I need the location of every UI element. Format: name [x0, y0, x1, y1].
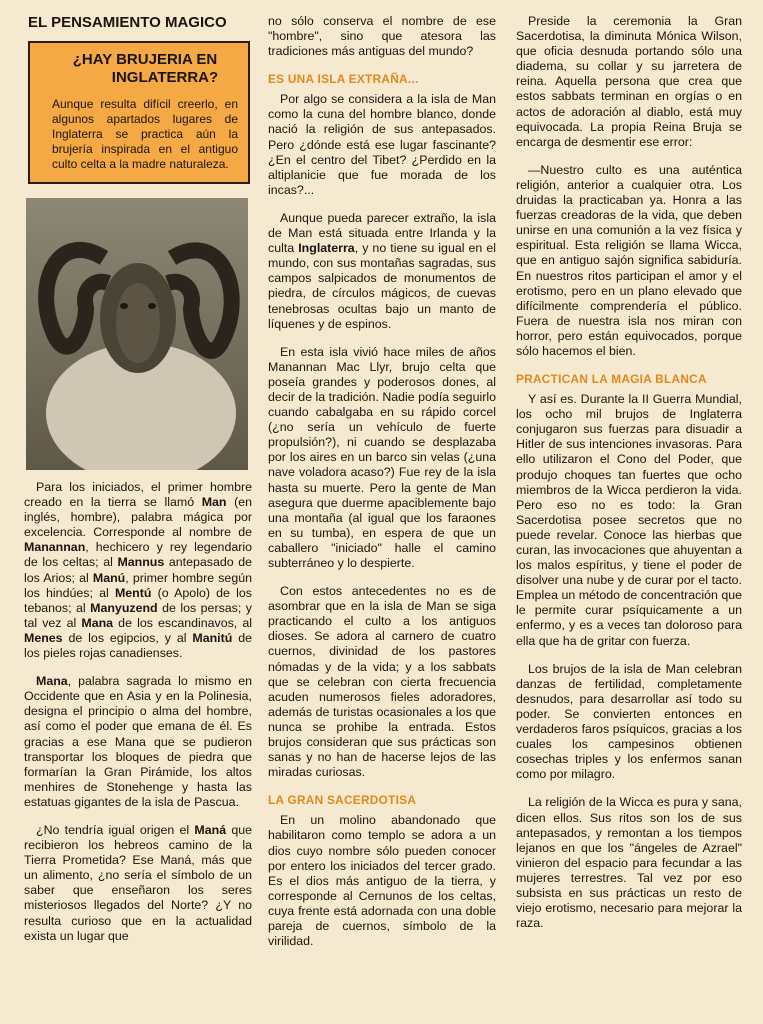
- intro-box-text: Aunque resulta difícil creerlo, en algunos apartados lugares de Inglaterra se practica aún la brujería inspirada en el antiguo culto celta a la madre naturaleza.: [52, 97, 238, 171]
- ram-photo: [26, 198, 248, 470]
- col3-paragraph-3: Y así es. Durante la II Guerra Mundial, los ocho mil brujos de Inglaterra conjugaron sus fuerzas para disuadir a Hitler de sus intenciones invasoras. Para ello utilizaron el Cono del Poder, que produjo choques tan fuertes que ocho miembros de la Wicca perdieron la vida. Pero eso no es todo: la Gran Sacerdotisa posee secretos que no puede revelar. Conoce las hierbas que curan, las invocaciones que ahuyentan a los malos espíritus, y tiene el poder de disolver una nube y de curar por el tacto. Emplea un método de concentración que le permite curar psíquicamente a un enfermo, y es a veces tan doloroso para ella que ha de gritar con fuerza.: [516, 392, 742, 648]
- column-1: [24, 14, 252, 957]
- col1-paragraph-1: Para los iniciados, el primer hombre creado en la tierra se llamó Man (en inglés, hombre), palabra mágica por excelencia. Corresponde al nombre de Manannan, hechicero y rey legendario de los celtas; al Mannus antepasado de los Arios; al Manú, primer hombre según los hindúes; al Mentú (o Apolo) de los tebanos; al Manyuzend de los persas; y tal vez al Mana de los escandinavos, al Menes de los egipcios, y al Manitú de los pieles rojas canadienses.: [24, 480, 253, 661]
- col2-paragraph-3: En esta isla vivió hace miles de años Manannan Mac Llyr, brujo celta que poseía grandes y poderosos dones, al decir de la tradición. Nadie podía seguirlo cuando cabalgaba en su rápido corcel (¿no sería un vehículo de fuerte propulsión?), ni cuando se desplazaba por los aires en un barco sin velas (¿una nave voladora acaso?) Fue rey de la isla hasta su muerte. Pero la gente de Man asegura que duerme apaciblemente bajo una montaña (al igual que los faraones en su tumba), en espera de que un caballero "iniciado" halle el camino subterráneo y lo despierte.: [268, 344, 496, 570]
- section-heading-magia-blanca: PRACTICAN LA MAGIA BLANCA: [516, 372, 707, 387]
- col3-paragraph-4: Los brujos de la isla de Man celebran danzas de fertilidad, completamente desnudos, para desarrollar así todo su poder. Se convierten entonces en verdaderos faros psíquicos, gracias a los cuales los campesinos obtienen cosechas triples y los enfermos sanan como por milagro.: [516, 661, 742, 782]
- col3-paragraph-1: Preside la ceremonia la Gran Sacerdotisa, la diminuta Mónica Wilson, que oficia desnuda portando sólo una diadema, su collar y su jarretera de reina. Aquella persona que crea que estos sabbats terminan en orgías o en actos de adoración al diablo, está muy equivocada. La propia Reina Bruja se encarga de desmentir ese error:: [516, 14, 742, 149]
- column-3: [516, 14, 742, 944]
- intro-box: [28, 41, 250, 184]
- col2-paragraph-4: Con estos antecedentes no es de asombrar que en la isla de Man se siga practicando el culto a los antiguos dioses. Se adora al carnero de cuatro cuernos, divinidad de los pastores nómadas y de la vida; y a los sabbats que se celebran con cierta frecuencia acuden numerosos fieles adoradores, además de turistas ocasionales a los que nunca se prohibe la entrada. Estos brujos consideran que sus prácticas son sanas y no han de hacerse lejos de las miradas curiosas.: [268, 584, 496, 780]
- section-heading-sacerdotisa: LA GRAN SACERDOTISA: [268, 793, 417, 808]
- intro-box-title-line2: INGLATERRA?: [111, 69, 219, 86]
- page-header: EL PENSAMIENTO MAGICO: [28, 14, 227, 31]
- column-2: [268, 14, 496, 962]
- col2-paragraph-1: Por algo se considera a la isla de Man como la cuna del hombre blanco, donde nació la religión de sus antepasados. Pero ¿dónde está ese lugar fascinante? ¿En el centro del Tibet? ¿Perdido en la altiplanicie que fue morada de los incas?...: [268, 92, 496, 197]
- col2-paragraph-0: no sólo conserva el nombre de ese "hombre", sino que atesora las tradiciones más antiguas del mundo?: [268, 14, 496, 59]
- col3-paragraph-5: La religión de la Wicca es pura y sana, dicen ellos. Sus ritos son los de sus antepasados, y remontan a los tiempos lejanos en que los "ángeles de Azrael" vinieron del espacio para fecundar a las mujeres terrestres. Tal vez por eso subsista en sus prácticas un resto de viejo erotismo, necesario para mejorar la raza.: [516, 795, 742, 931]
- col2-paragraph-2: Aunque pueda parecer extraño, la isla de Man está situada entre Irlanda y la culta Inglaterra, y no tiene su igual en el mundo, con sus montañas sagradas, sus campos salpicados de monumentos de piedra, de círculos mágicos, de cuevas tenebrosas ocultas bajo un manto de líquenes y de espinos.: [268, 210, 497, 331]
- ram-illustration: [26, 198, 248, 470]
- col1-paragraph-2: Mana, palabra sagrada lo mismo en Occidente que en Asia y en la Polinesia, designa el principio o alma del hombre, así como el poder que emana de él. Es gracias a ese Mana que se pudieron transportar los bloques de piedra que formarían la Gran Pirámide, los altos menhires de Stonehenge y hasta las estatuas gigantes de la isla de Pascua.: [24, 674, 252, 809]
- intro-box-title-line1: ¿HAY BRUJERIA EN: [72, 51, 218, 68]
- col3-paragraph-2: —Nuestro culto es una auténtica religión, anterior a cualquier otra. Los druidas la practicaban ya. Honra a las fuerzas creadoras de la vida, que deben unirse en una comunión a la vez física y espiritual. Esta religión se llama Wicca, que en antiguo sajón significa sabiduría. En nuestros ritos participan el amor y el erotismo, pero en un plano elevado que difícilmente comprendería el público. Fuera de nuestra isla nos miran con horror, pero están equivocados, porque sólo hacemos el bien.: [516, 162, 742, 358]
- col1-paragraph-3: ¿No tendría igual origen el Maná que recibieron los hebreos camino de la Tierra Prometida? Ese Maná, más que un alimento, ¿no sería el símbolo de un saber que enseñaron los seres misteriosos llegados del Norte? ¿Y no resulta curioso que en la actualidad exista un lugar que: [24, 822, 252, 943]
- intro-box-title: [52, 51, 238, 87]
- section-heading-isla: ES UNA ISLA EXTRAÑA...: [268, 72, 419, 87]
- col2-paragraph-5: En un molino abandonado que habilitaron como templo se adora a un dios cuyo nombre sólo pueden conocer por entero los iniciados del tercer grado. Es el dios más antiguo de la tierra, y corresponde al Cernunos de los celtas, cuya frente está adornada con una doble pareja de cuernos, símbolo de la virilidad.: [268, 813, 496, 949]
